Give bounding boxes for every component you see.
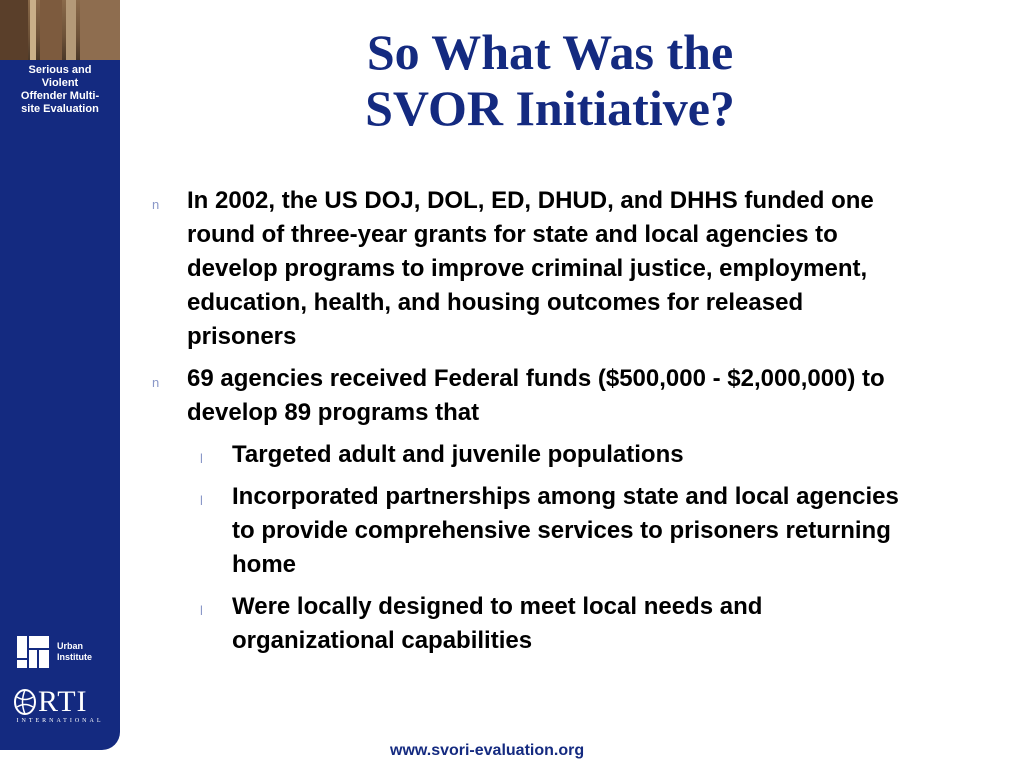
program-name-line: site Evaluation <box>21 103 99 115</box>
footer-url-link[interactable]: www.svori-evaluation.org <box>390 742 585 759</box>
program-name-line: Offender Multi- <box>20 90 100 102</box>
bullet-text: 69 agencies received Federal funds ($500,000 - $2,000,000) to develop 89 programs that <box>187 365 885 426</box>
rti-subtitle: INTERNATIONAL <box>16 718 104 724</box>
bullet-text: In 2002, the US DOJ, DOL, ED, DHUD, and DHHS funded one round of three-year grants for state and local agencies to develop programs to improve criminal justice, employment, education, health, and housing outcomes for released prisoners <box>187 187 874 350</box>
sub-bullet-item <box>200 438 912 472</box>
urban-institute-label <box>57 641 92 663</box>
sidebar <box>0 0 120 750</box>
bullet-marker-icon: n <box>152 197 160 212</box>
rti-letters: RTI <box>38 685 88 718</box>
program-name-line: Serious and <box>28 64 92 76</box>
urban-label-line: Institute <box>57 652 92 662</box>
sub-bullet-text: Incorporated partnerships among state and local agencies to provide comprehensive services to prisoners returning home <box>232 483 899 578</box>
bullet-item <box>152 184 912 354</box>
sub-bullet-text: Were locally designed to meet local needs and organizational capabilities <box>232 593 763 654</box>
bullet-item <box>152 362 912 430</box>
slide-title-line: SVOR Initiative? <box>365 80 735 136</box>
program-name <box>0 64 120 116</box>
rti-globe-icon <box>14 689 36 715</box>
slide-title-line: So What Was the <box>366 24 734 80</box>
sidebar-photo <box>0 0 120 60</box>
sub-bullet-item <box>200 480 912 582</box>
rti-mark <box>14 685 106 718</box>
slide-content <box>152 184 912 666</box>
bullet-marker-icon: n <box>152 375 160 390</box>
slide-title <box>230 24 870 136</box>
urban-label-line: Urban <box>57 641 84 651</box>
urban-institute-logo <box>17 636 92 668</box>
sub-bullet-marker-icon: l <box>200 451 203 466</box>
sub-bullet-text: Targeted adult and juvenile populations <box>232 441 684 468</box>
urban-institute-icon <box>17 636 49 668</box>
rti-international-logo <box>14 685 106 724</box>
sub-bullet-marker-icon: l <box>200 493 203 508</box>
sub-bullet-marker-icon: l <box>200 603 203 618</box>
sub-bullet-item <box>200 590 912 658</box>
program-name-line: Violent <box>41 77 79 89</box>
